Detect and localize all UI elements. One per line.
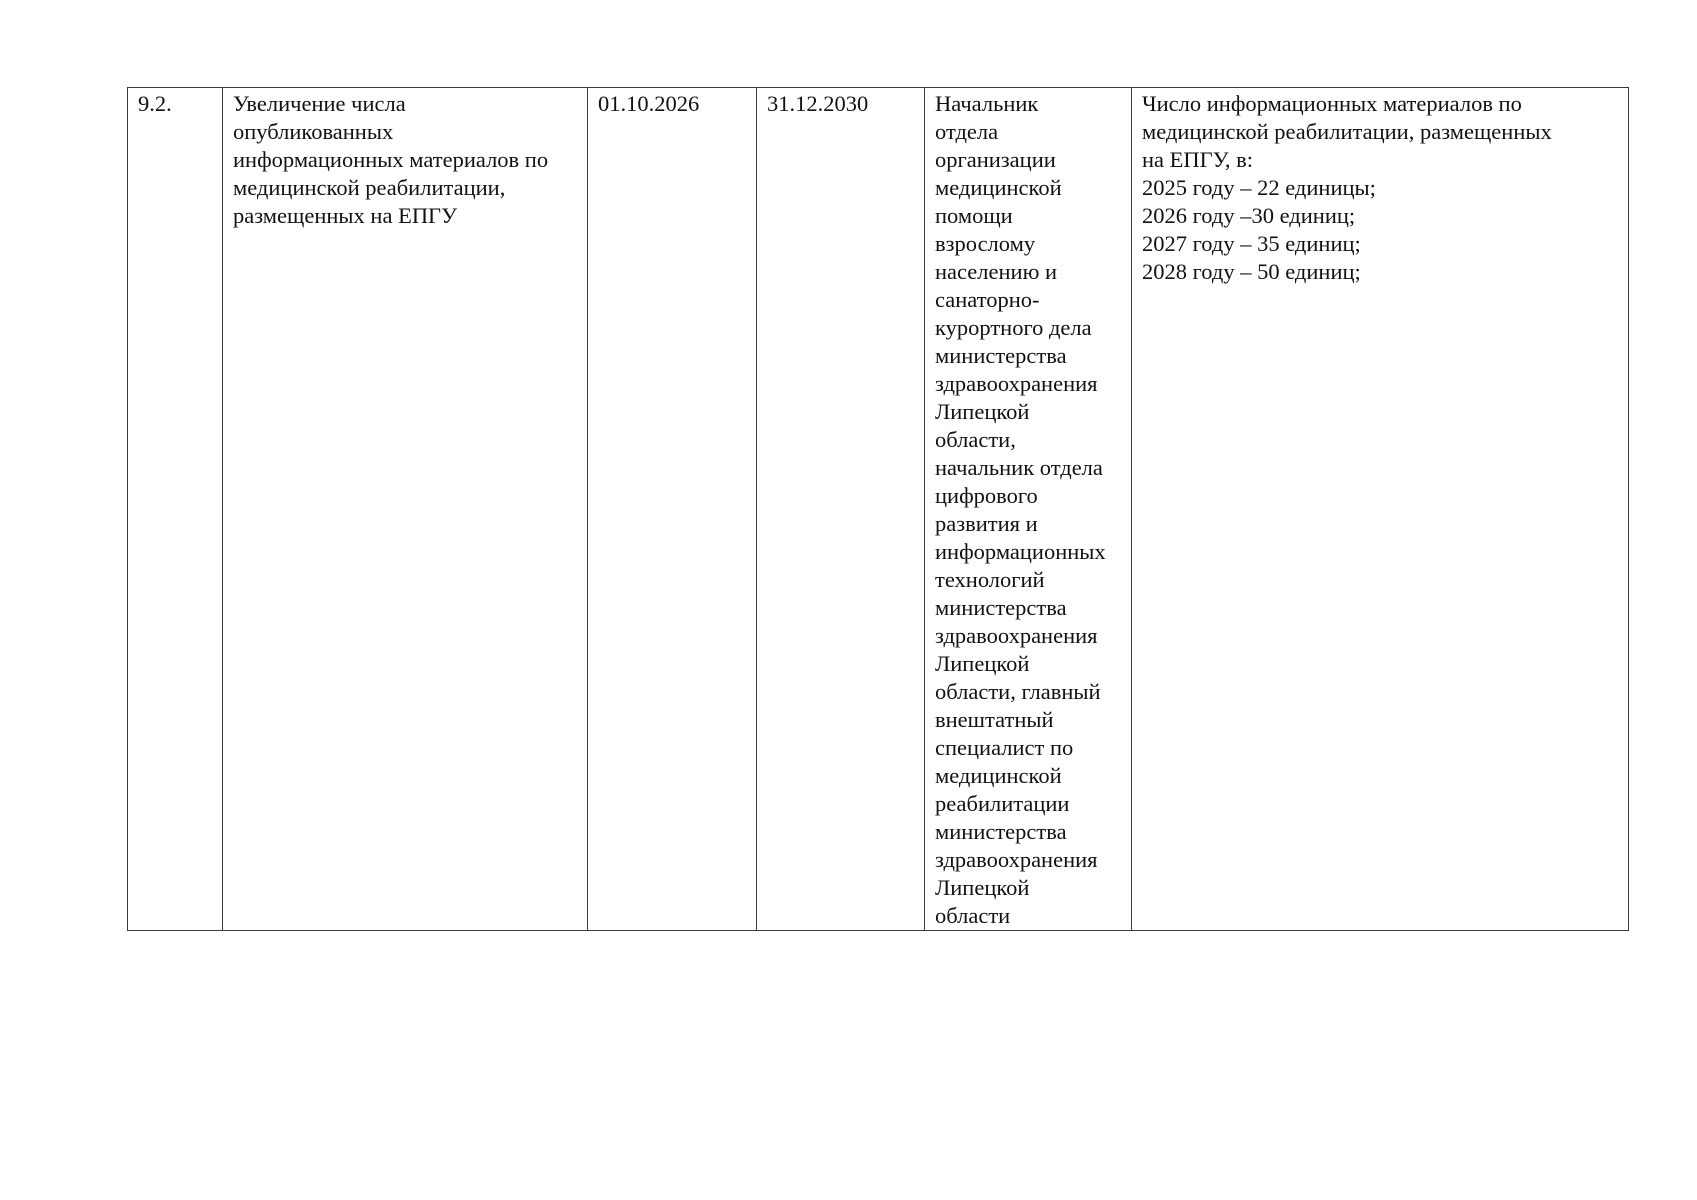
event-line: размещенных на ЕПГУ	[233, 203, 458, 228]
responsible-line: здравоохранения	[935, 623, 1098, 648]
end-date-cell	[757, 88, 925, 931]
event-line: опубликованных	[233, 119, 394, 144]
responsible-line: отдела	[935, 119, 999, 144]
responsible-line: здравоохранения	[935, 371, 1098, 396]
responsible-line: помощи	[935, 203, 1013, 228]
responsible-line: начальник отдела	[935, 455, 1103, 480]
responsible-line: взрослому	[935, 231, 1036, 256]
responsible-line: медицинской	[935, 763, 1062, 788]
responsible-line: области,	[935, 427, 1016, 452]
responsible-line: информационных	[935, 539, 1106, 564]
responsible-line: курортного дела	[935, 315, 1092, 340]
responsible-line: цифрового	[935, 483, 1038, 508]
responsible-line: санаторно-	[935, 287, 1040, 312]
result-line: 2026 году –30 единиц;	[1142, 203, 1356, 228]
result-line: 2025 году – 22 единицы;	[1142, 175, 1376, 200]
start-date-cell	[588, 88, 757, 931]
responsible-line: министерства	[935, 819, 1067, 844]
responsible-line: населению и	[935, 259, 1058, 284]
responsible-line: технологий	[935, 567, 1045, 592]
measures-table	[127, 87, 1629, 931]
result-line: Число информационных материалов по	[1142, 91, 1522, 116]
row-number-cell	[128, 88, 223, 931]
result-line: 2028 году – 50 единиц;	[1142, 259, 1361, 284]
responsible-line: Липецкой	[935, 651, 1030, 676]
responsible-line: организации	[935, 147, 1056, 172]
responsible-line: здравоохранения	[935, 847, 1098, 872]
event-line: Увеличение числа	[233, 91, 406, 116]
responsible-cell	[925, 88, 1132, 931]
responsible-line: области, главный	[935, 679, 1101, 704]
responsible-line: области	[935, 903, 1011, 928]
result-line: на ЕПГУ, в:	[1142, 147, 1254, 172]
responsible-line: внештатный	[935, 707, 1054, 732]
result-line: медицинской реабилитации, размещенных	[1142, 119, 1552, 144]
result-line: 2027 году – 35 единиц;	[1142, 231, 1361, 256]
responsible-line: министерства	[935, 595, 1067, 620]
end-date: 31.12.2030	[767, 91, 869, 116]
responsible-line: Начальник	[935, 91, 1039, 116]
table-row	[128, 88, 1629, 931]
responsible-line: медицинской	[935, 175, 1062, 200]
responsible-line: реабилитации	[935, 791, 1070, 816]
responsible-line: министерства	[935, 343, 1067, 368]
event-line: медицинской реабилитации,	[233, 175, 506, 200]
event-line: информационных материалов по	[233, 147, 549, 172]
event-cell	[223, 88, 588, 931]
responsible-line: Липецкой	[935, 875, 1030, 900]
responsible-line: специалист по	[935, 735, 1074, 760]
start-date: 01.10.2026	[598, 91, 700, 116]
responsible-line: Липецкой	[935, 399, 1030, 424]
responsible-line: развития и	[935, 511, 1038, 536]
result-cell	[1132, 88, 1629, 931]
row-number: 9.2.	[138, 91, 172, 116]
